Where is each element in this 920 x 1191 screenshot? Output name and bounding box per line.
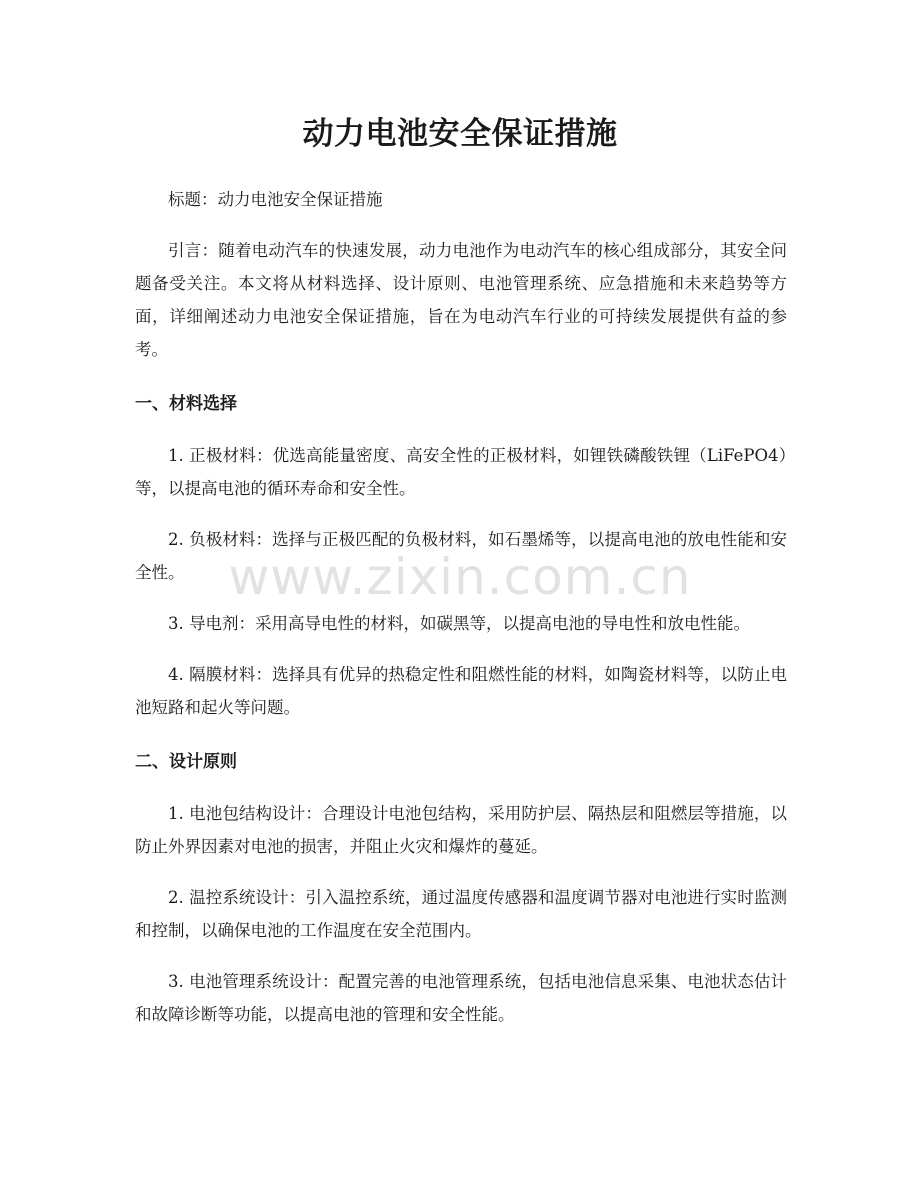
document-body (135, 183, 787, 1049)
list-item: 2. 温控系统设计：引入温控系统，通过温度传感器和温度调节器对电池进行实时监测和控制，以确保电池的工作温度在安全范围内。 (135, 888, 787, 940)
section-heading-materials: 一、材料选择 (135, 394, 237, 414)
watermark: www.zixin.com.cn (228, 548, 692, 606)
list-item: 3. 电池管理系统设计：配置完善的电池管理系统，包括电池信息采集、电池状态估计和故障诊断等功能，以提高电池的管理和安全性能。 (135, 972, 787, 1024)
list-item: 2. 负极材料：选择与正极匹配的负极材料，如石墨烯等，以提高电池的放电性能和安全性。 (135, 530, 787, 582)
section-heading-design: 二、设计原则 (135, 752, 237, 772)
document-title: 动力电池安全保证措施 (302, 116, 618, 152)
intro-paragraph: 引言：随着电动汽车的快速发展，动力电池作为电动汽车的核心组成部分，其安全问题备受关注。本文将从材料选择、设计原则、电池管理系统、应急措施和未来趋势等方面，详细阐述动力电池安全保证措施，旨在为电动汽车行业的可持续发展提供有益的参考。 (135, 241, 787, 359)
list-item: 1. 正极材料：优选高能量密度、高安全性的正极材料，如锂铁磷酸铁锂（LiFePO4）等，以提高电池的循环寿命和安全性。 (135, 446, 787, 498)
list-item: 4. 隔膜材料：选择具有优异的热稳定性和阻燃性能的材料，如陶瓷材料等，以防止电池短路和起火等问题。 (135, 665, 787, 717)
list-item: 1. 电池包结构设计：合理设计电池包结构，采用防护层、隔热层和阻燃层等措施，以防止外界因素对电池的损害，并阻止火灾和爆炸的蔓延。 (135, 804, 787, 856)
list-item: 3. 导电剂：采用高导电性的材料，如碳黑等，以提高电池的导电性和放电性能。 (168, 614, 750, 633)
label-line: 标题：动力电池安全保证措施 (168, 190, 383, 209)
